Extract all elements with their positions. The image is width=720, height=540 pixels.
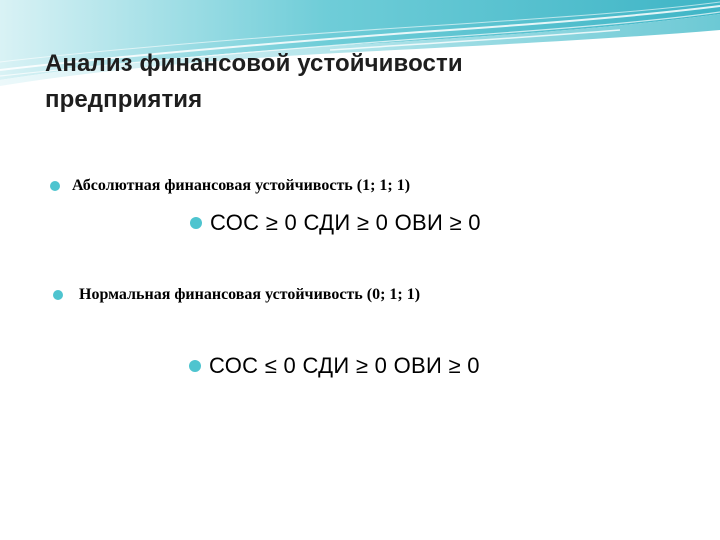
slide-title-line-1: Анализ финансовой устойчивости [45, 50, 463, 77]
bullet-item-normal-stability [53, 286, 420, 304]
slide-title [45, 46, 685, 118]
bullet-dot-icon [190, 217, 202, 229]
bullet-item-absolute-conditions [190, 210, 481, 236]
bullet-item-text: СОС ≥ 0 СДИ ≥ 0 ОВИ ≥ 0 [210, 210, 481, 235]
bullet-item-normal-conditions [189, 353, 480, 379]
slide-title-line-2: предприятия [45, 86, 203, 113]
bullet-dot-icon [50, 181, 60, 191]
bullet-item-text: Абсолютная финансовая устойчивость (1; 1; 1) [72, 177, 411, 194]
bullet-dot-icon [189, 360, 201, 372]
bullet-dot-icon [53, 290, 63, 300]
bullet-item-text: Нормальная финансовая устойчивость (0; 1; 1) [79, 286, 421, 303]
bullet-item-absolute-stability [50, 177, 410, 195]
bullet-item-text: СОС ≤ 0 СДИ ≥ 0 ОВИ ≥ 0 [209, 353, 480, 378]
